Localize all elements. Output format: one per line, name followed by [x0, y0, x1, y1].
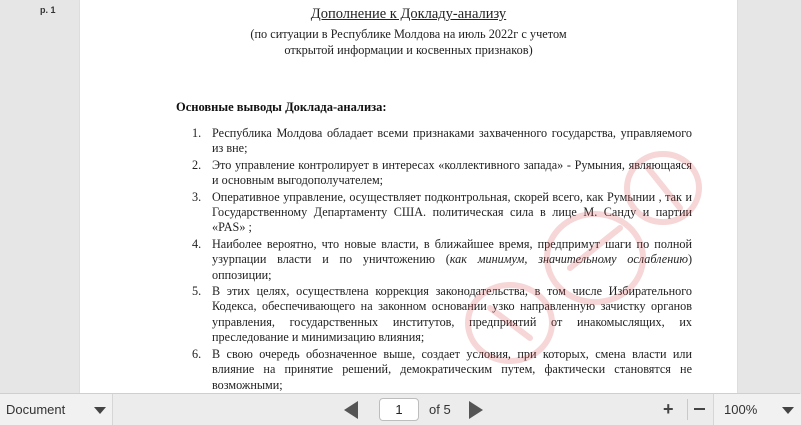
- list-item-text: Оперативное управление, осуществляет подконтрольная, скорей всего, как Румынии , так и Государственному Департаменту США. политическая сила в лице М. Санду и партии «PAS» ;: [212, 189, 692, 235]
- list-item: [192, 158, 692, 189]
- text-run: Наиболее вероятно, что новые власти, в ближайшее время, предпримут шаги по полной узурпации власти и по уничтожению (: [212, 236, 692, 267]
- list-item: [192, 347, 692, 393]
- zoom-level-label: 100%: [724, 402, 758, 417]
- subtitle-line: (по ситуации в Республике Молдова на июль 2022г с учетом: [250, 27, 567, 41]
- list-item-number: 3.: [192, 189, 202, 204]
- list-item-text: Это управление контролирует в интересах «коллективного запада» - Румыния, являющаяся и основным выгодополучателем;: [212, 157, 692, 188]
- chevron-down-icon: [94, 407, 106, 414]
- viewer-toolbar: [0, 393, 800, 425]
- list-item: [192, 284, 692, 346]
- chevron-down-icon: [782, 407, 794, 414]
- list-item: [192, 126, 692, 157]
- document-page: [80, 0, 737, 393]
- list-item: [192, 190, 692, 236]
- next-page-button[interactable]: [469, 401, 483, 419]
- document-subtitle: [80, 26, 737, 58]
- text-run: ) оппозиции;: [212, 252, 692, 282]
- list-item-number: 5.: [192, 284, 202, 299]
- zoom-in-button[interactable]: +: [663, 399, 674, 419]
- list-item-number: 2.: [192, 157, 202, 172]
- list-item-number: 6.: [192, 346, 202, 361]
- list-item-text: [212, 237, 692, 283]
- section-heading: Основные выводы Доклада-анализа:: [176, 100, 387, 114]
- list-item-text: Республика Молдова обладает всеми признаками захваченного государства, управляемого из вне;: [212, 126, 692, 156]
- view-mode-label: Document: [6, 402, 66, 417]
- page-number-label: p. 1: [40, 5, 56, 15]
- list-item: [192, 237, 692, 283]
- zoom-level-select[interactable]: [713, 394, 801, 425]
- page-number-input[interactable]: [379, 398, 419, 421]
- list-item-text: В этих целях, осуществлена коррекция законодательства, в том числе Избирательного Кодекса, обеспечивающего на законном основании узко направленную зачистку органов управления, государственных институтов, предприятий от инакомыслящих, их преследование и минимизацию влияния;: [212, 284, 692, 345]
- view-mode-select[interactable]: [0, 394, 113, 425]
- toolbar-divider: [687, 399, 688, 420]
- page-total-label: of 5: [429, 402, 451, 417]
- list-item-number: 4.: [192, 236, 202, 251]
- previous-page-button[interactable]: [344, 401, 358, 419]
- zoom-out-button[interactable]: [694, 408, 705, 410]
- list-item-text: В свою очередь обозначенное выше, создает условия, при которых, смена власти или влияние на принятие решений, демократическим путем, фактически становятся не возможными;: [212, 346, 692, 392]
- list-item-number: 1.: [192, 126, 202, 140]
- findings-list: [192, 126, 692, 410]
- document-title: Дополнение к Докладу-анализу: [310, 6, 507, 22]
- italic-text-run: как минимум, значительному ослаблению: [449, 252, 688, 267]
- subtitle-line: открытой информации и косвенных признаков): [284, 43, 533, 57]
